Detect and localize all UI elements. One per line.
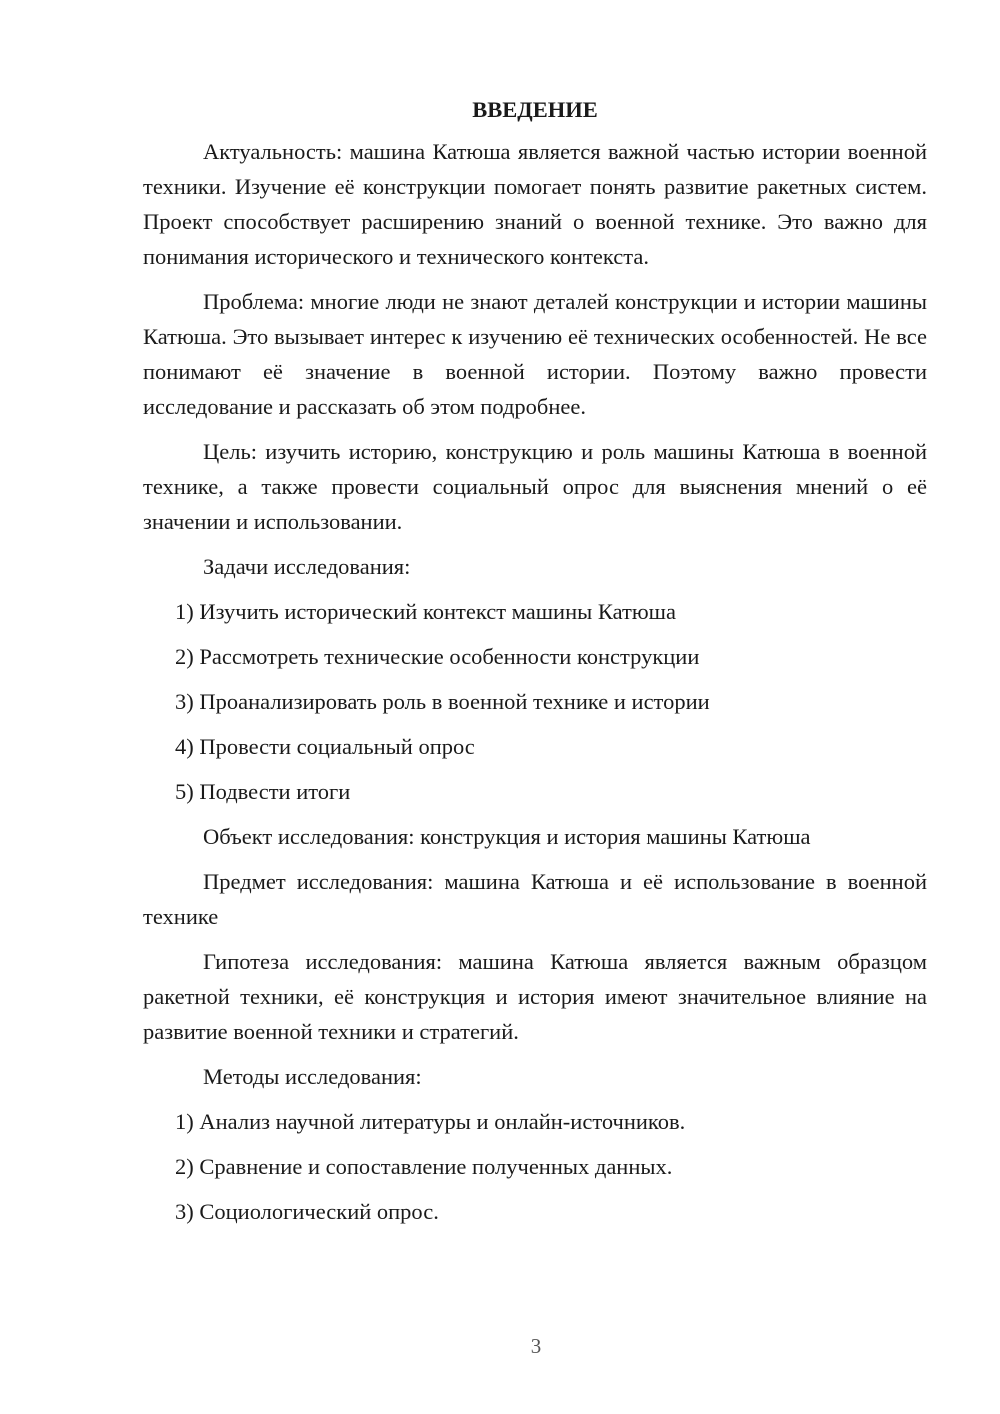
page-content [143, 95, 927, 1239]
method-item: 3) Социологический опрос. [175, 1199, 439, 1224]
tasks-title: Задачи исследования: [203, 554, 411, 579]
page-number: 3 [530, 1334, 542, 1358]
hypothesis-paragraph: Гипотеза исследования: машина Катюша является важным образцом ракетной техники, её конструкция и история имеют значительное влияние на развитие военной техники и стратегий. [143, 949, 927, 1044]
problem-paragraph: Проблема: многие люди не знают деталей конструкции и истории машины Катюша. Это вызывает интерес к изучению её технических особенностей. Не все понимают её значение в военной истории. Поэтому важно провести исследование и рассказать об этом подробнее. [143, 289, 927, 419]
task-item: 5) Подвести итоги [175, 779, 351, 804]
task-item: 2) Рассмотреть технические особенности конструкции [175, 644, 700, 669]
task-item: 4) Провести социальный опрос [175, 734, 475, 759]
subject-paragraph: Предмет исследования: машина Катюша и её использование в военной технике [143, 869, 927, 929]
method-item: 1) Анализ научной литературы и онлайн-источников. [175, 1109, 686, 1134]
object-line: Объект исследования: конструкция и история машины Катюша [203, 824, 811, 849]
methods-title: Методы исследования: [203, 1064, 422, 1089]
method-item: 2) Сравнение и сопоставление полученных данных. [175, 1154, 673, 1179]
task-item: 1) Изучить исторический контекст машины Катюша [175, 599, 676, 624]
goal-paragraph: Цель: изучить историю, конструкцию и роль машины Катюша в военной технике, а также провести социальный опрос для выяснения мнений о её значении и использовании. [143, 439, 927, 534]
relevance-paragraph: Актуальность: машина Катюша является важной частью истории военной техники. Изучение её конструкции помогает понять развитие ракетных систем. Проект способствует расширению знаний о военной технике. Это важно для понимания исторического и технического контекста. [143, 139, 927, 269]
section-heading: ВВЕДЕНИЕ [472, 97, 598, 122]
task-item: 3) Проанализировать роль в военной технике и истории [175, 689, 710, 714]
